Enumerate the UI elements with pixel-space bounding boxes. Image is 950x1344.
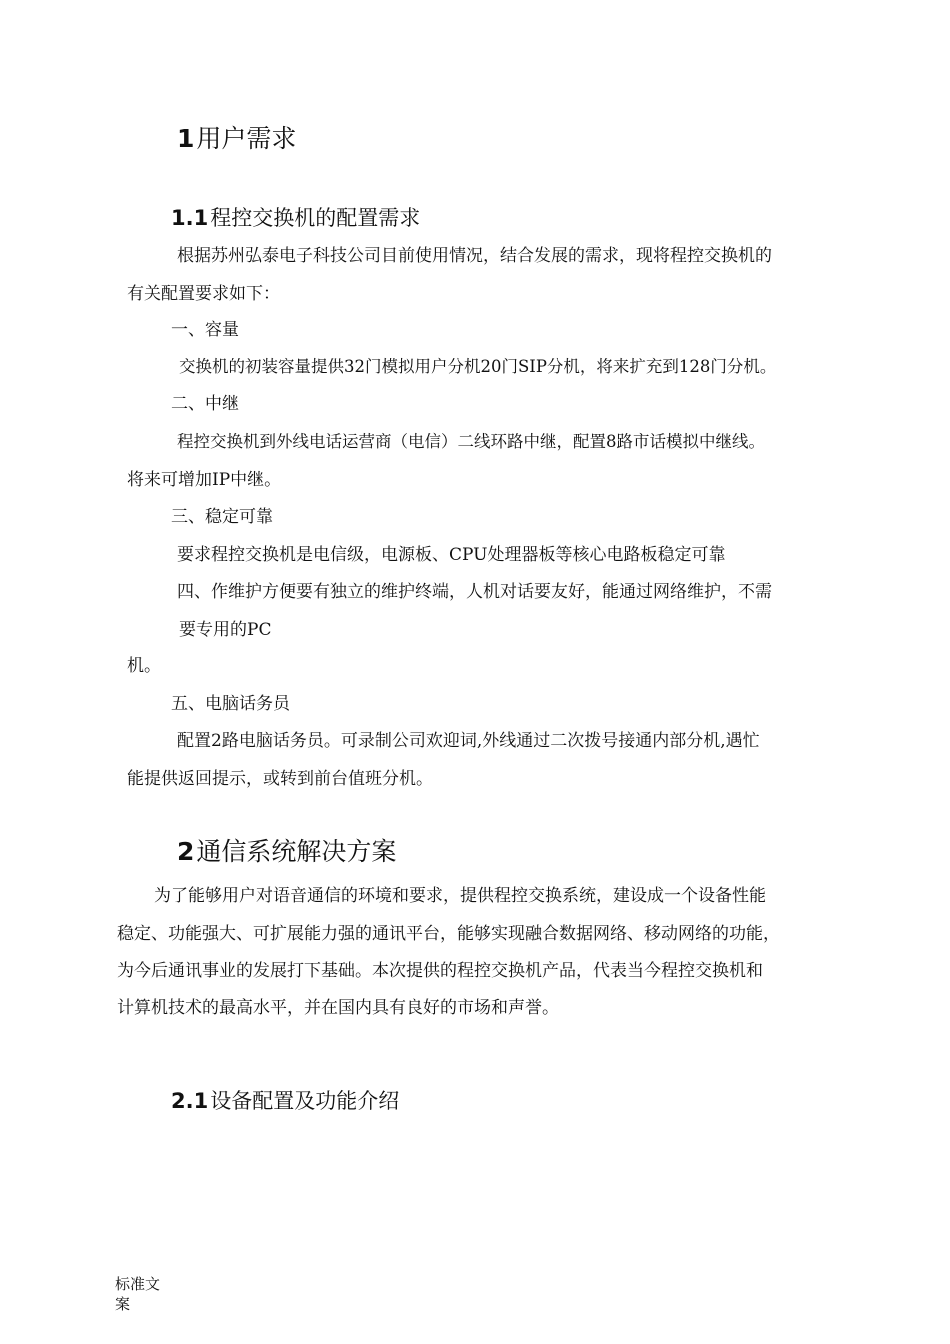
reliability-text: 要求程控交换机是电信级，电源板、CPU处理器板等核心电路板稳定可靠 — [177, 545, 726, 565]
section-2-1-number: 2.1 — [171, 1089, 209, 1113]
section-1-heading — [177, 124, 296, 154]
section-2-title: 通信系统解决方案 — [196, 837, 397, 866]
operator-heading: 五、电脑话务员 — [171, 694, 290, 714]
intro-line-1: 根据苏州弘泰电子科技公司目前使用情况，结合发展的需求，现将程控交换机的 — [177, 246, 772, 266]
capacity-heading: 一、容量 — [171, 320, 239, 340]
section-1-1-title: 程控交换机的配置需求 — [210, 206, 421, 230]
operator-text-line-2: 能提供返回提示，或转到前台值班分机。 — [127, 769, 433, 789]
maintenance-line-2: 要专用的PC — [179, 620, 272, 640]
reliability-heading: 三、稳定可靠 — [171, 507, 273, 527]
section-1-title: 用户需求 — [196, 124, 297, 153]
maintenance-line-3: 机。 — [127, 656, 161, 676]
footer-label: 标准文案 — [115, 1275, 161, 1313]
capacity-text: 交换机的初装容量提供32门模拟用户分机20门SIP分机，将来扩充到128门分机。 — [179, 357, 777, 376]
section-1-1-heading — [171, 205, 420, 231]
section-2-number: 2 — [177, 837, 195, 866]
intro-line-2: 有关配置要求如下： — [127, 284, 280, 304]
maintenance-line-1: 四、作维护方便要有独立的维护终端，人机对话要友好，能通过网络维护，不需 — [177, 582, 772, 602]
trunk-text-line-1: 程控交换机到外线电话运营商（电信）二线环路中继，配置8路市话模拟中继线。 — [177, 432, 765, 451]
section-2-line-4: 计算机技术的最高水平，并在国内具有良好的市场和声誉。 — [117, 998, 559, 1018]
section-1-1-number: 1.1 — [171, 206, 209, 230]
section-1-number: 1 — [177, 124, 195, 153]
section-2-line-3: 为今后通讯事业的发展打下基础。本次提供的程控交换机产品，代表当今程控交换机和 — [117, 961, 763, 981]
section-2-heading — [177, 837, 396, 867]
trunk-heading: 二、中继 — [171, 394, 239, 414]
operator-text-line-1: 配置2路电脑话务员。可录制公司欢迎词,外线通过二次拨号接通内部分机,遇忙 — [177, 731, 760, 751]
section-2-line-1: 为了能够用户对语音通信的环境和要求，提供程控交换系统，建设成一个设备性能 — [154, 886, 766, 906]
section-2-line-2: 稳定、功能强大、可扩展能力强的通讯平台，能够实现融合数据网络、移动网络的功能， — [117, 924, 780, 944]
section-2-1-title: 设备配置及功能介绍 — [210, 1089, 400, 1113]
section-2-1-heading — [171, 1088, 399, 1114]
trunk-text-line-2: 将来可增加IP中继。 — [127, 470, 282, 490]
